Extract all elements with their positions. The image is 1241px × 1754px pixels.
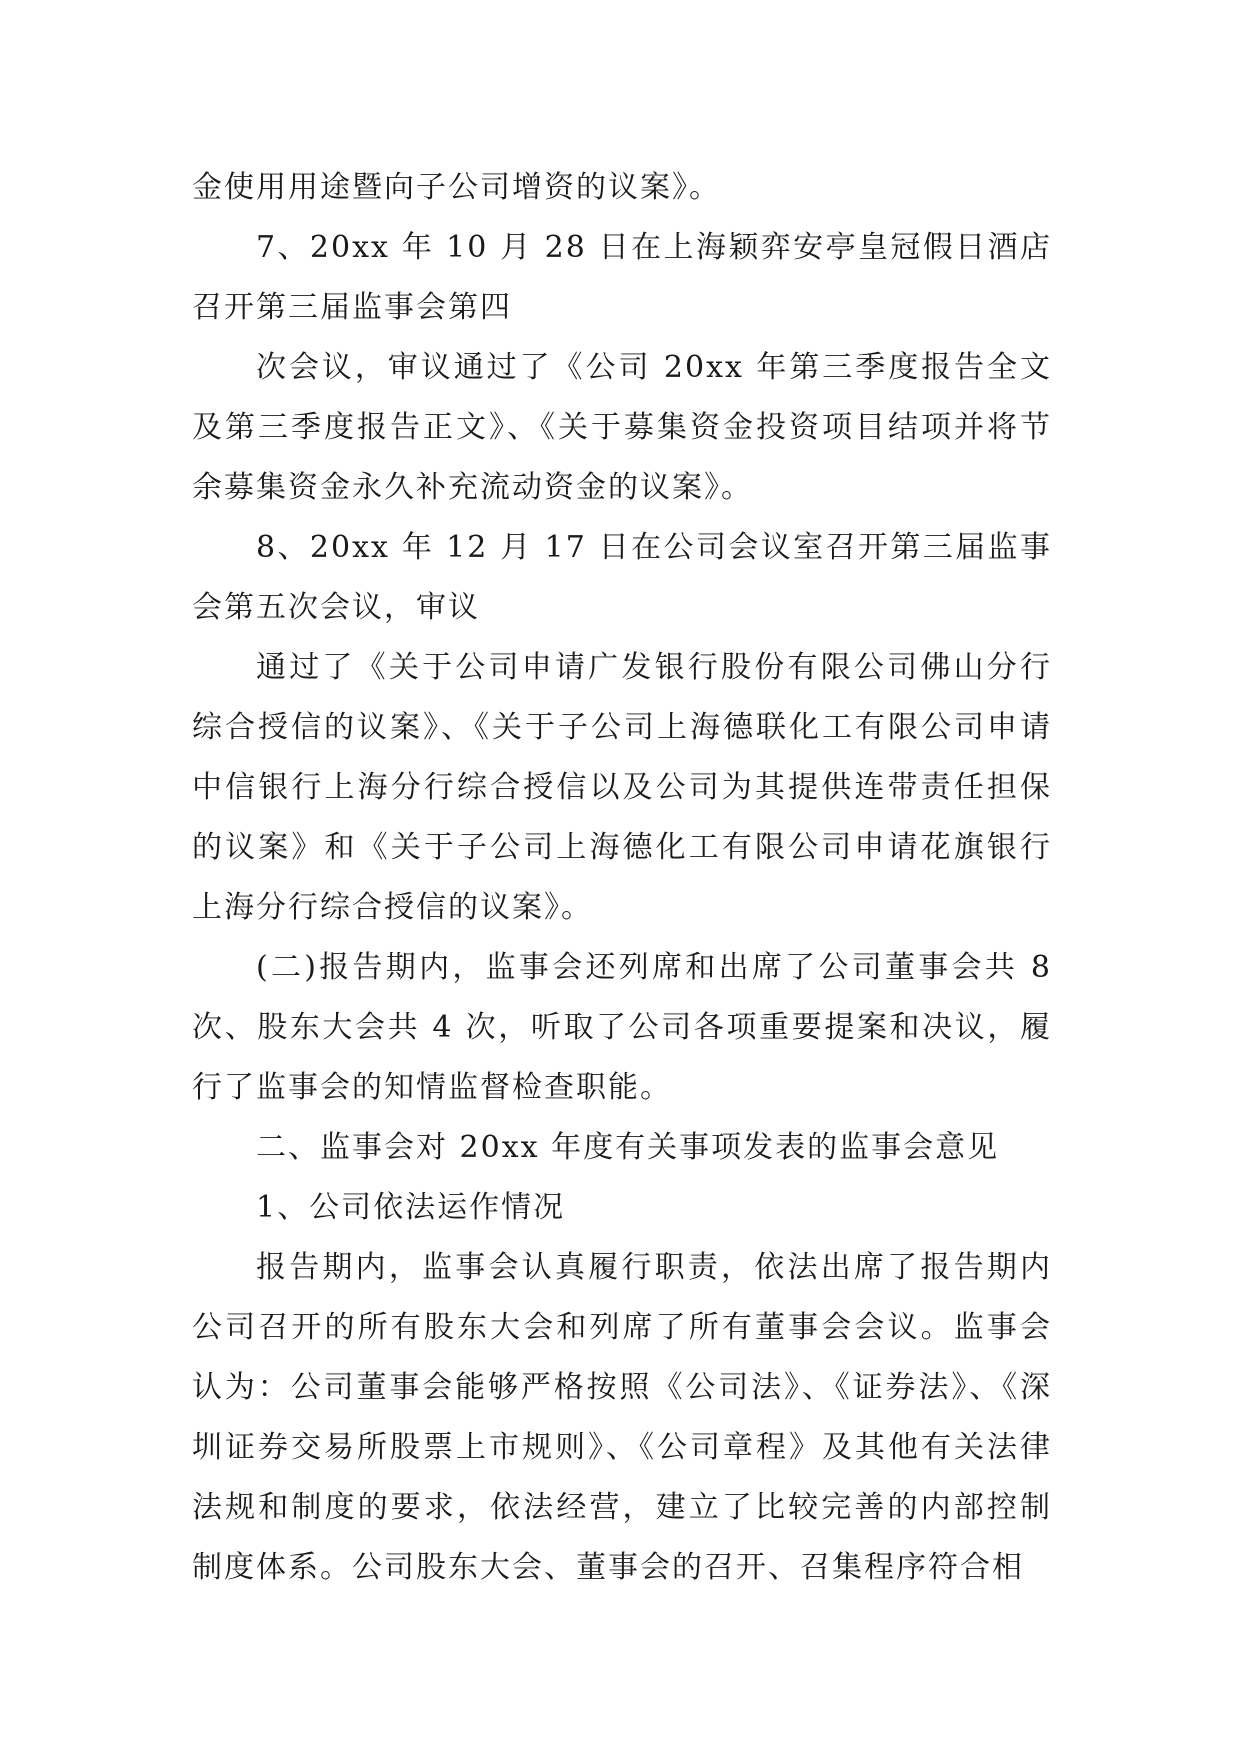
- paragraph-6: (二)报告期内，监事会还列席和出席了公司董事会共 8 次、股东大会共 4 次，听取了公司各项重要提案和决议，履行了监事会的知情监督检查职能。: [192, 950, 1052, 1105]
- paragraph-8: 1、公司依法运作情况: [256, 1190, 566, 1225]
- paragraph-9: 报告期内，监事会认真履行职责，依法出席了报告期内公司召开的所有股东大会和列席了所有董事会会议。监事会认为：公司董事会能够严格按照《公司法》、《证券法》、《深圳证券交易所股票上市规则》、《公司章程》及其他有关法律法规和制度的要求，依法经营，建立了比较完善的内部控制制度体系。公司股东大会、董事会的召开、召集程序符合相: [192, 1250, 1052, 1585]
- document-body: [192, 158, 1052, 1598]
- paragraph-2: 7、20xx 年 10 月 28 日在上海颖弈安亭皇冠假日酒店召开第三届监事会第四: [192, 230, 1052, 325]
- paragraph-5: 通过了《关于公司申请广发银行股份有限公司佛山分行综合授信的议案》、《关于子公司上海德联化工有限公司申请中信银行上海分行综合授信以及公司为其提供连带责任担保的议案》和《关于子公司上海德化工有限公司申请花旗银行上海分行综合授信的议案》。: [192, 650, 1052, 925]
- paragraph-3: 次会议，审议通过了《公司 20xx 年第三季度报告全文及第三季度报告正文》、《关于募集资金投资项目结项并将节余募集资金永久补充流动资金的议案》。: [192, 350, 1052, 505]
- paragraph-7: 二、监事会对 20xx 年度有关事项发表的监事会意见: [256, 1130, 1000, 1165]
- paragraph-1: 金使用用途暨向子公司增资的议案》。: [192, 170, 721, 205]
- paragraph-4: 8、20xx 年 12 月 17 日在公司会议室召开第三届监事会第五次会议，审议: [192, 530, 1052, 625]
